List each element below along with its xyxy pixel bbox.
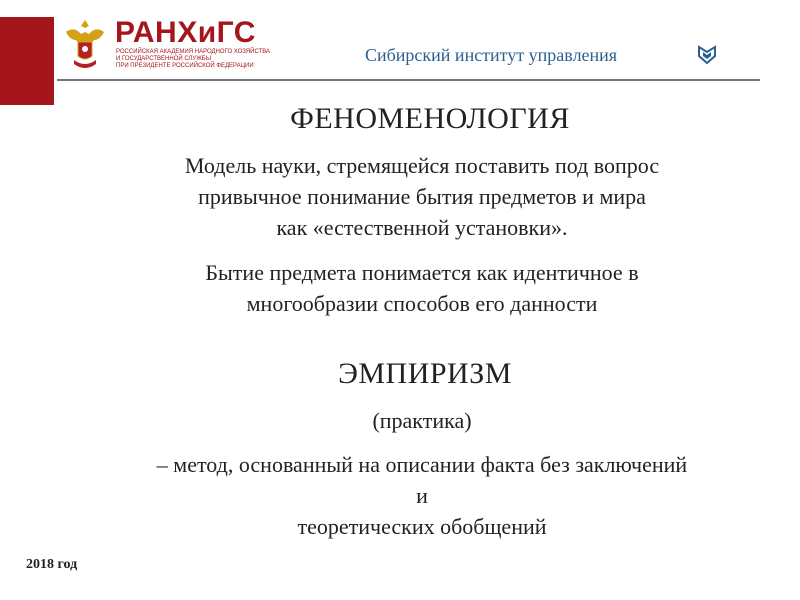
double-headed-eagle-emblem-icon: [60, 16, 110, 74]
text-line: многообразии способов его данности: [246, 291, 598, 316]
logo-subtitle: [116, 49, 271, 70]
empiricism-definition: [22, 449, 800, 542]
red-accent-block: [0, 17, 54, 105]
logo-subtitle-line: РОССИЙСКАЯ АКАДЕМИЯ НАРОДНОГО ХОЗЯЙСТВА: [116, 49, 271, 55]
text-line: Модель науки, стремящейся поставить под вопрос: [184, 153, 660, 178]
text-line: привычное понимание бытия предметов и мира: [198, 184, 646, 209]
institute-emblem-icon: [696, 43, 718, 65]
heading-empiricism: ЭМПИРИЗМ: [338, 357, 512, 390]
text-line: и: [416, 483, 428, 508]
logo-title: РАНХиГС: [115, 16, 256, 49]
phenomenology-being: [22, 257, 800, 319]
text-line: – метод, основанный на описании факта без заключений: [156, 452, 688, 477]
empiricism-subheading: (практика): [372, 408, 472, 433]
logo-subtitle-line: ПРИ ПРЕЗИДЕНТЕ РОССИЙСКОЙ ФЕДЕРАЦИИ: [116, 63, 254, 69]
ranepa-logo: [60, 16, 271, 76]
phenomenology-definition: [22, 150, 800, 243]
year-label: 2018 год: [26, 557, 78, 572]
text-line: Бытие предмета понимается как идентичное в: [205, 260, 639, 285]
heading-phenomenology: ФЕНОМЕНОЛОГИЯ: [290, 102, 570, 135]
text-line: теоретических обобщений: [297, 514, 547, 539]
institute-name: Сибирский институт управления: [365, 45, 618, 65]
text-line: как «естественной установки».: [276, 215, 568, 240]
logo-subtitle-line: И ГОСУДАРСТВЕННОЙ СЛУЖБЫ: [116, 56, 212, 62]
header-divider: [57, 79, 760, 81]
